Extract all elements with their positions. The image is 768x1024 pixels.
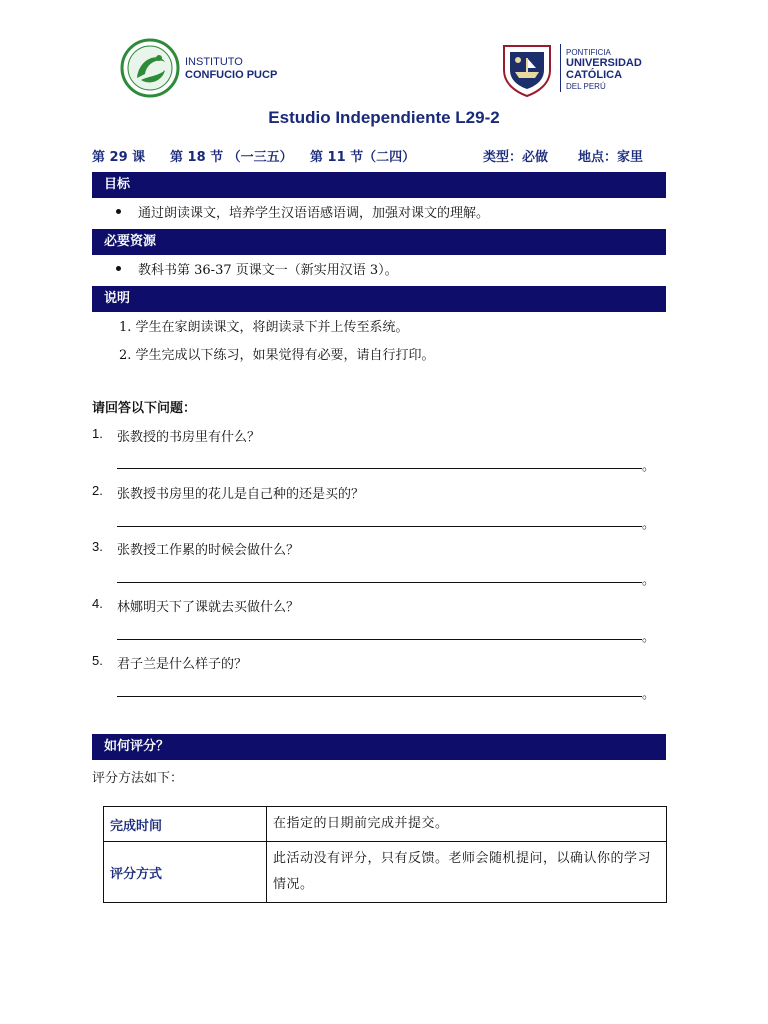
grading-intro: 评分方法如下： <box>92 771 184 786</box>
grading-row-label: 评分方式 <box>104 842 267 903</box>
instruction-item-2: 2. 学生完成以下练习，如果觉得有必要，请自行打印。 <box>119 348 435 363</box>
table-row <box>104 842 667 903</box>
question-text: 林娜明天下了课就去买做什么？ <box>117 600 300 615</box>
grading-table <box>103 806 667 903</box>
answer-line[interactable] <box>117 468 642 469</box>
instructions-header: 说明 <box>92 286 666 312</box>
confucio-emblem-icon <box>119 38 181 98</box>
instruction-item-1: 1. 学生在家朗读课文，将朗读录下并上传至系统。 <box>119 320 409 335</box>
answer-line-end: 。 <box>642 517 656 532</box>
answer-line-end: 。 <box>642 573 656 588</box>
pucp-logo-line3: CATÓLICA <box>566 69 623 81</box>
page-title: Estudio Independiente L29-2 <box>268 108 500 127</box>
meta-section-1: 第 18 节 （一三五） <box>170 150 293 165</box>
resources-bullet-icon <box>116 266 121 271</box>
question-text: 张教授工作累的时候会做什么？ <box>117 543 300 558</box>
question-number: 4. <box>92 596 103 611</box>
answer-line-end: 。 <box>642 630 656 645</box>
goal-item: 通过朗读课文，培养学生汉语语感语调，加强对课文的理解。 <box>138 206 490 221</box>
pucp-logo-line1: PONTIFICIA <box>566 48 611 57</box>
pucp-logo-line2: UNIVERSIDAD <box>566 57 642 69</box>
pucp-seal-icon <box>498 40 556 98</box>
grading-header: 如何评分？ <box>92 734 666 760</box>
question-text: 张教授的书房里有什么？ <box>117 430 261 445</box>
question-number: 1. <box>92 426 103 441</box>
answer-line[interactable] <box>117 526 642 527</box>
question-text: 张教授书房里的花儿是自己种的还是买的？ <box>117 487 365 502</box>
confucio-logo-line2: CONFUCIO PUCP <box>185 69 278 81</box>
table-row <box>104 807 667 842</box>
meta-section-2: 第 11 节（二四） <box>310 150 416 165</box>
meta-place: 地点：家里 <box>578 150 644 165</box>
confucio-logo <box>119 38 309 98</box>
meta-lesson: 第 29 课 <box>92 150 146 165</box>
pucp-vertical-divider <box>560 44 561 92</box>
question-number: 3. <box>92 539 103 554</box>
resources-item: 教科书第 36-37 页课文一（新实用汉语 3）。 <box>138 263 398 278</box>
grading-row-label: 完成时间 <box>104 807 267 842</box>
question-text: 君子兰是什么样子的？ <box>117 657 248 672</box>
confucio-logo-line1: INSTITUTO <box>185 56 243 68</box>
grading-row-value: 此活动没有评分，只有反馈。老师会随机提问，以确认你的学习情况。 <box>267 842 667 903</box>
answer-line-end: 。 <box>642 459 656 474</box>
question-number: 5. <box>92 653 103 668</box>
answer-line[interactable] <box>117 696 642 697</box>
grading-row-value: 在指定的日期前完成并提交。 <box>267 807 667 842</box>
pucp-logo-line4: DEL PERÚ <box>566 82 606 91</box>
question-number: 2. <box>92 483 103 498</box>
goal-header: 目标 <box>92 172 666 198</box>
answer-line[interactable] <box>117 639 642 640</box>
questions-heading: 请回答以下问题： <box>92 401 197 416</box>
goal-bullet-icon <box>116 209 121 214</box>
pucp-logo <box>498 40 658 98</box>
answer-line[interactable] <box>117 582 642 583</box>
meta-type: 类型：必做 <box>483 150 549 165</box>
resources-header: 必要资源 <box>92 229 666 255</box>
answer-line-end: 。 <box>642 687 656 702</box>
